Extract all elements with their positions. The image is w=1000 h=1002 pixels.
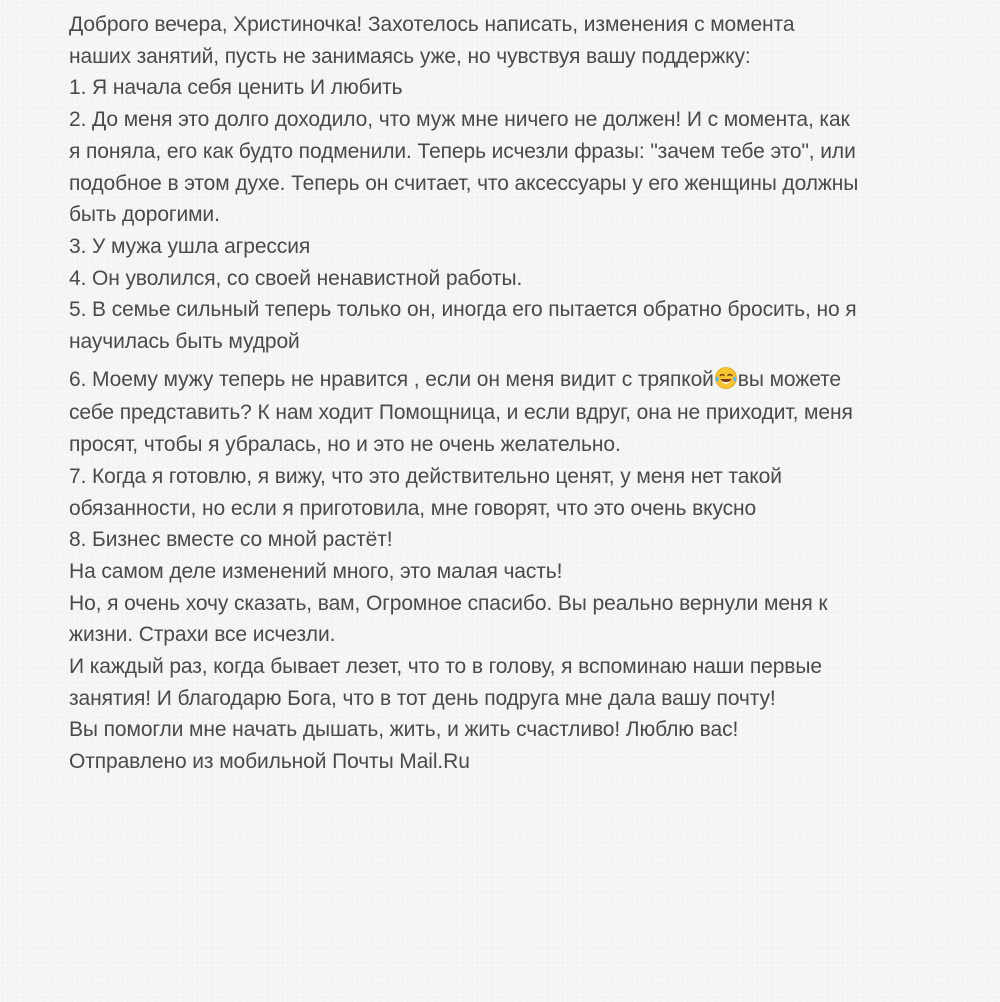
text-line-6: подобное в этом духе. Теперь он считает, что аксессуары у его женщины должны — [69, 171, 859, 195]
text-line-15: 7. Когда я готовлю, я вижу, что это действительно ценят, у меня нет такой — [69, 464, 782, 488]
text-line-1: Доброго вечера, Христиночка! Захотелось написать, изменения с момента — [69, 13, 795, 36]
letter-body — [69, 9, 949, 778]
text-line-13: себе представить? К нам ходит Помощница, и если вдруг, она не приходит, меня — [69, 401, 853, 425]
text-line-11: научилась быть мудрой — [69, 330, 300, 354]
text-line-17: 8. Бизнес вместе со мной растёт! — [69, 528, 393, 552]
text-line-21: И каждый раз, когда бывает лезет, что то в голову, я вспоминаю наши первые — [69, 655, 822, 679]
text-line-14: просят, чтобы я убралась, но и это не очень желательно. — [69, 433, 621, 457]
text-line-12-start: 6. Моему мужу теперь не нравится , если он меня видит с тряпкой — [69, 367, 714, 391]
text-line-22: занятия! И благодарю Бога, что в тот день подруга мне дала вашу почту! — [69, 686, 776, 710]
text-line-16: обязанности, но если я приготовила, мне говорят, что это очень вкусно — [69, 496, 757, 520]
text-line-23: Вы помогли мне начать дышать, жить, и жить счастливо! Люблю вас! — [69, 718, 739, 742]
text-line-3: 1. Я начала себя ценить И любить — [69, 76, 403, 100]
text-line-20: жизни. Страхи все исчезли. — [69, 623, 336, 647]
text-line-19: Но, я очень хочу сказать, вам, Огромное спасибо. Вы реально вернули меня к — [69, 591, 828, 615]
text-line-18: На самом деле изменений много, это малая часть! — [69, 559, 563, 583]
mail-signature: Отправлено из мобильной Почты Mail.Ru — [69, 750, 470, 774]
tears-of-joy-icon — [714, 366, 738, 390]
text-line-12 — [69, 364, 949, 396]
text-line-9: 4. Он уволился, со своей ненавистной работы. — [69, 266, 523, 290]
text-line-5: я поняла, его как будто подменили. Теперь исчезли фразы: "зачем тебе это", или — [69, 139, 856, 163]
text-line-2: наших занятий, пусть не занимаясь уже, но чувствуя вашу поддержку: — [69, 44, 751, 68]
text-line-12-end: вы можете — [737, 367, 841, 391]
text-line-4: 2. До меня это долго доходило, что муж мне ничего не должен! И с момента, как — [69, 108, 850, 132]
text-line-7: быть дорогими. — [69, 203, 220, 227]
text-line-8: 3. У мужа ушла агрессия — [69, 234, 311, 258]
text-line-10: 5. В семье сильный теперь только он, иногда его пытается обратно бросить, но я — [69, 298, 857, 322]
